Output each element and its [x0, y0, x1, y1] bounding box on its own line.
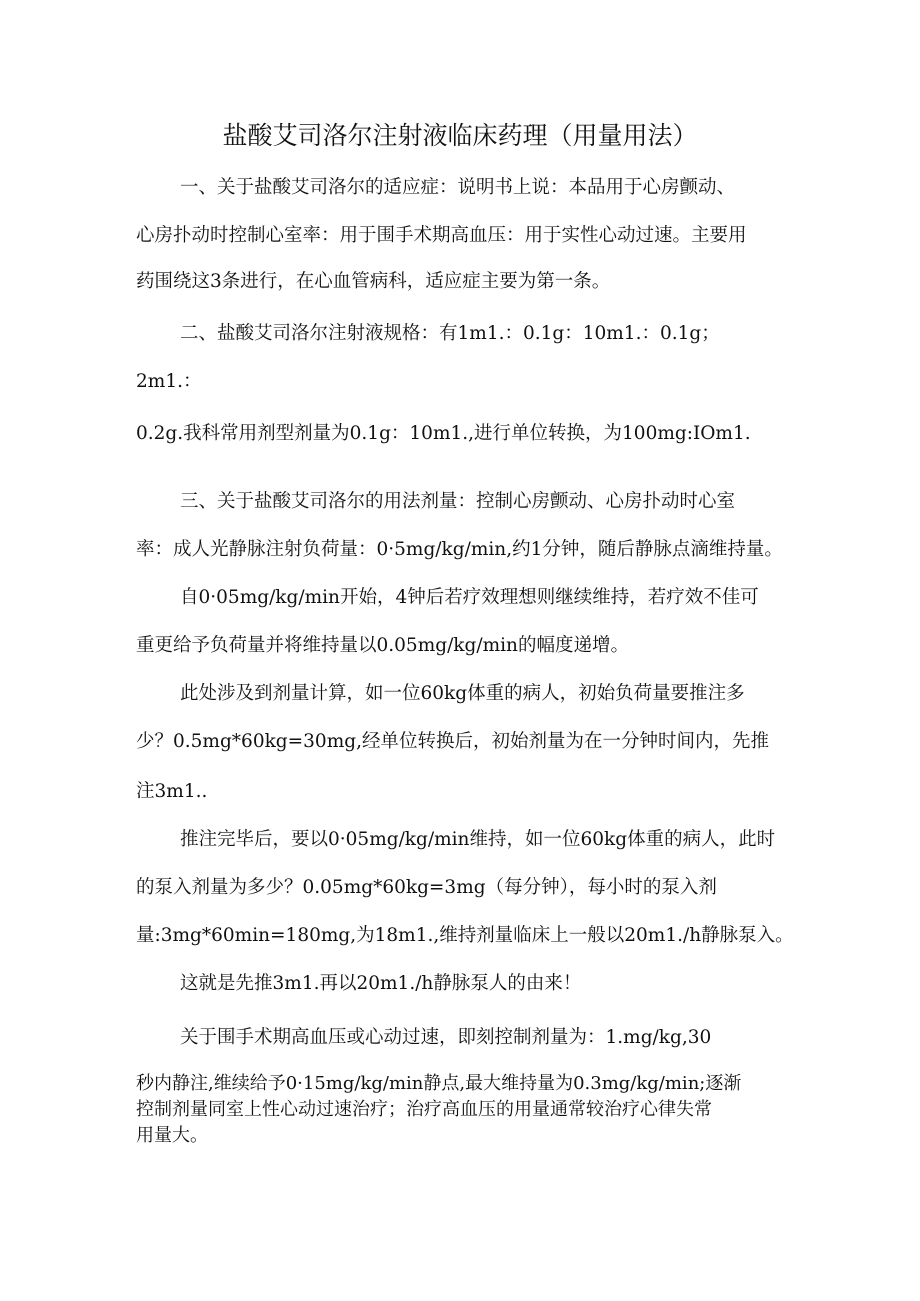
paragraph-line-4: 二、盐酸艾司洛尔注射液规格：有1m1.：0.1g：10m1.：0.1g；: [180, 323, 720, 344]
paragraph-line-3: 药围绕这3条进行，在心血管病科，适应症主要为第一条。: [136, 271, 611, 292]
paragraph-line-7: 三、关于盐酸艾司洛尔的用法剂量：控制心房颤动、心房扑动时心室: [180, 491, 736, 512]
paragraph-line-16: 量:3mg*60min=180mg,为18m1.,维持剂量临床上一般以20m1./h静脉泵入。: [136, 925, 794, 946]
paragraph-line-5: 2m1.：: [136, 371, 202, 392]
paragraph-line-11: 此处涉及到剂量计算，如一位60kg体重的病人，初始负荷量要推注多: [180, 683, 745, 704]
paragraph-line-9: 自0·05mg/kg/min开始，4钟后若疗效理想则继续维持，若疗效不佳可: [180, 587, 759, 608]
paragraph-line-15: 的泵入剂量为多少？0.05mg*60kg=3mg（每分钟），每小时的泵入剂: [136, 877, 717, 898]
paragraph-line-6: 0.2g.我科常用剂型剂量为0.1g：10m1.,进行单位转换，为100mg:IOm1.: [136, 423, 751, 444]
paragraph-line-19: 秒内静注,维续给予0·15mg/kg/min静点,最大维持量为0.3mg/kg/min;逐渐: [136, 1073, 742, 1094]
paragraph-line-13: 注3m1..: [136, 781, 208, 802]
paragraph-line-20: 控制剂量同室上性心动过速治疗；治疗高血压的用量通常较治疗心律失常: [136, 1099, 712, 1120]
paragraph-line-1: 一、关于盐酸艾司洛尔的适应症：说明书上说：本品用于心房颤动、: [180, 177, 736, 198]
paragraph-line-21: 用量大。: [136, 1125, 208, 1146]
document-title: 盐酸艾司洛尔注射液临床药理（用量用法）: [222, 121, 698, 150]
paragraph-line-18: 关于围手术期高血压或心动过速，即刻控制剂量为：1.mg/kg,30: [180, 1027, 712, 1048]
paragraph-line-10: 重更给予负荷量并将维持量以0.05mg/kg/min的幅度递增。: [136, 635, 629, 656]
paragraph-line-2: 心房扑动时控制心室率：用于围手术期高血压：用于实性心动过速。主要用: [136, 225, 747, 246]
paragraph-line-12: 少？0.5mg*60kg=30mg,经单位转换后，初始剂量为在一分钟时间内，先推: [136, 731, 769, 752]
paragraph-line-14: 推注完毕后，要以0·05mg/kg/min维持，如一位60kg体重的病人，此时: [180, 829, 776, 850]
paragraph-line-17: 这就是先推3m1.再以20m1./h静脉泵人的由来！: [180, 973, 582, 994]
paragraph-line-8: 率：成人光静脉注射负荷量：0·5mg/kg/min,约1分钟，随后静脉点滴维持量。: [136, 539, 783, 560]
